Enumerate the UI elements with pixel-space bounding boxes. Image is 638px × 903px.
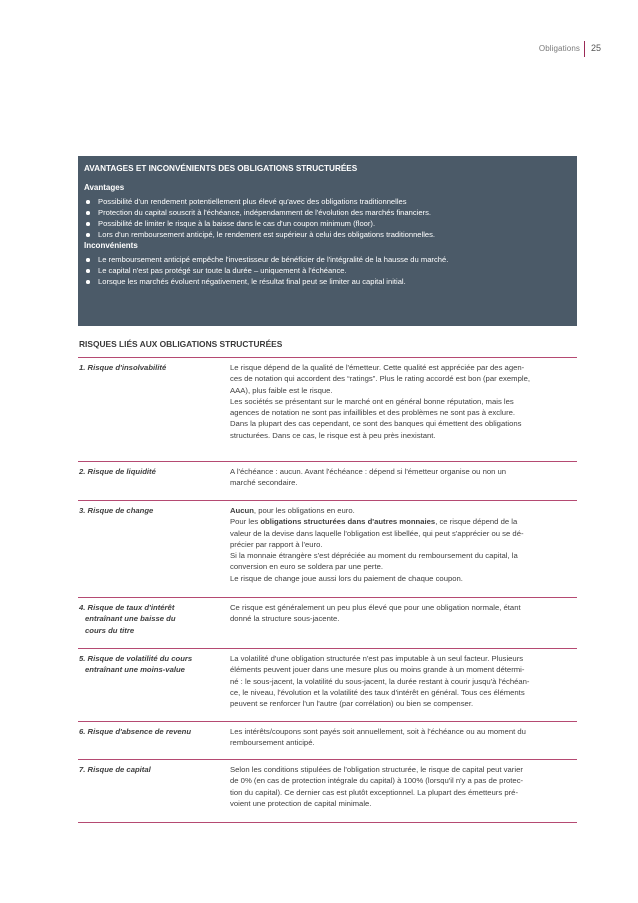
risk-row-interest-rate <box>78 598 577 649</box>
risk-desc-line <box>230 505 575 516</box>
risk-label <box>79 653 224 676</box>
risk-label <box>79 362 224 373</box>
risk-label-line: 5. Risque de volatilité du cours <box>79 654 193 663</box>
risk-description <box>230 653 575 709</box>
risk-desc-line: Les sociétés se présentant sur le marché ont en général bonne réputation, mais les <box>230 396 514 406</box>
risk-desc-line: Dans la plupart des cas cependant, ce sont des banques qui émettent des obligations <box>230 419 522 429</box>
page-number: 25 <box>591 43 602 53</box>
risk-desc-line: La volatilité d'une obligation structurée n'est pas imputable à un seul facteur. Plusieurs <box>230 654 524 663</box>
risk-desc-line: tion du capital). Ce dernier cas est plutôt exceptionnel. La plupart des émetteurs pré- <box>230 787 519 797</box>
risk-label-line: 6. Risque d'absence de revenu <box>79 727 192 736</box>
risk-label <box>79 726 224 737</box>
pros-cons-box <box>78 156 577 326</box>
risk-desc-line: AAA), plus faible est le risque. <box>230 385 333 395</box>
risk-desc-line: ces de notation qui accordent des “ratings”. Plus le rating accordé est bon (par exemple, <box>230 374 530 384</box>
risk-desc-line: de 0% (en cas de protection intégrale du capital) à 100% (lorsqu'il n'y a pas de protec- <box>230 776 524 786</box>
risk-label-line: 3. Risque de change <box>79 506 154 515</box>
risk-label <box>79 505 224 516</box>
risk-desc-line: Le risque dépend de la qualité de l'émetteur. Cette qualité est appréciée par des agen- <box>230 363 525 372</box>
risk-label-line: cours du titre <box>85 625 135 635</box>
risk-desc-line: ce, le niveau, l'évolution et la volatilité des taux d'intérêt en général. Tous ces éléments <box>230 687 525 697</box>
risk-desc-line: Les intérêts/coupons sont payés soit annuellement, soit à l'échéance ou au moment du <box>230 727 526 736</box>
advantages-heading: Avantages <box>84 183 125 192</box>
risk-desc-line: marché secondaire. <box>230 478 298 488</box>
risk-row-capital <box>78 760 577 823</box>
risk-desc-line: A l'échéance : aucun. Avant l'échéance : dépend si l'émetteur organise ou non un <box>230 467 507 476</box>
risk-desc-line: Le risque de change joue aussi lors du paiement de chaque coupon. <box>230 573 463 583</box>
risk-description <box>230 764 575 809</box>
risk-description <box>230 726 575 749</box>
disadvantages-list <box>84 254 571 287</box>
risk-row-liquidity <box>78 462 577 501</box>
risk-label-line: 2. Risque de liquidité <box>79 467 156 476</box>
risk-desc-line: éléments peuvent jouer dans une mesure plus ou moins grande à un moment détermi- <box>230 665 525 675</box>
page-header <box>0 41 638 61</box>
risk-label-line: entraînant une moins-value <box>85 665 185 675</box>
risk-desc-line: précier par rapport à l'euro. <box>230 539 323 549</box>
header-divider <box>584 41 585 57</box>
risk-row-no-income <box>78 722 577 760</box>
risk-desc-line: remboursement anticipé. <box>230 738 315 748</box>
risk-row-volatility <box>78 649 577 722</box>
box-title: AVANTAGES ET INCONVÉNIENTS DES OBLIGATIONS STRUCTURÉES <box>84 164 358 173</box>
advantages-list <box>84 196 571 240</box>
risk-desc-line: Ce risque est généralement un peu plus élevé que pour une obligation normale, étant <box>230 603 521 612</box>
risk-description <box>230 466 575 489</box>
risk-desc-line: Selon les conditions stipulées de l'obligation structurée, le risque de capital peut varier <box>230 765 523 774</box>
risk-label-line: 1. Risque d'insolvabilité <box>79 363 167 372</box>
risk-description <box>230 602 575 625</box>
section-name: Obligations <box>538 44 580 53</box>
risk-desc-text: , ce risque dépend de la <box>435 517 518 527</box>
risk-desc-line: donné la structure sous-jacente. <box>230 614 340 624</box>
risk-desc-line: conversion en euro se soldera par une perte. <box>230 562 383 572</box>
risk-row-exchange <box>78 501 577 598</box>
risk-desc-line: né : le sous-jacent, la volatilité du sous-jacent, la durée restant à courir jusqu'à l'échéan- <box>230 676 530 686</box>
risk-desc-line <box>230 516 575 527</box>
risk-label <box>79 466 224 477</box>
disadvantage-item: Lorsque les marchés évoluent négativement, le résultat final peut se limiter au capital initial. <box>84 276 571 287</box>
advantage-item: Possibilité de limiter le risque à la baisse dans le cas d'un coupon minimum (floor). <box>84 218 571 229</box>
risk-label-line: 4. Risque de taux d'intérêt <box>79 603 175 612</box>
disadvantage-item: Le remboursement anticipé empêche l'investisseur de bénéficier de l'intégralité de la hausse du marché. <box>84 254 571 265</box>
risk-label <box>79 764 224 775</box>
advantage-item: Lors d'un remboursement anticipé, le rendement est supérieur à celui des obligations traditionnelles. <box>84 229 571 240</box>
risk-desc-line: structurées. Dans ce cas, le risque est à peu près inexistant. <box>230 430 436 440</box>
bold-text: obligations structurées dans d'autres monnaies <box>260 517 436 527</box>
bold-text: Aucun <box>230 506 254 515</box>
advantage-item: Possibilité d'un rendement potentiellement plus élevé qu'avec des obligations traditionnelles <box>84 196 571 207</box>
advantage-item: Protection du capital souscrit à l'échéance, indépendamment de l'évolution des marchés financiers. <box>84 207 571 218</box>
risk-label-line: entraînant une baisse du <box>85 614 176 624</box>
risk-desc-line: peuvent se renforcer l'un l'autre (par corrélation) ou bien se compenser. <box>230 699 474 709</box>
risks-title: RISQUES LIÉS AUX OBLIGATIONS STRUCTURÉES <box>79 339 283 349</box>
risk-description <box>230 362 575 441</box>
risk-desc-line: Si la monnaie étrangère s'est dépréciée au moment du remboursement du capital, la <box>230 551 518 561</box>
risk-desc-line: voient une protection de capital minimale. <box>230 798 372 808</box>
risk-desc-line: agences de notation ne sont pas infaillibles et des problèmes ne sont pas à exclure. <box>230 408 516 418</box>
disadvantages-heading: Inconvénients <box>84 241 138 250</box>
risk-desc-text: , pour les obligations en euro. <box>253 506 355 515</box>
disadvantage-item: Le capital n'est pas protégé sur toute la durée – uniquement à l'échéance. <box>84 265 571 276</box>
risk-row-insolvency <box>78 358 577 462</box>
risk-desc-line: valeur de la devise dans laquelle l'obligation est libellée, qui peut s'apprécier ou se dé- <box>230 528 524 538</box>
risk-label <box>79 602 224 636</box>
risk-label-line: 7. Risque de capital <box>79 765 151 774</box>
risk-desc-text: Pour les <box>230 517 261 527</box>
risk-description <box>230 505 575 584</box>
